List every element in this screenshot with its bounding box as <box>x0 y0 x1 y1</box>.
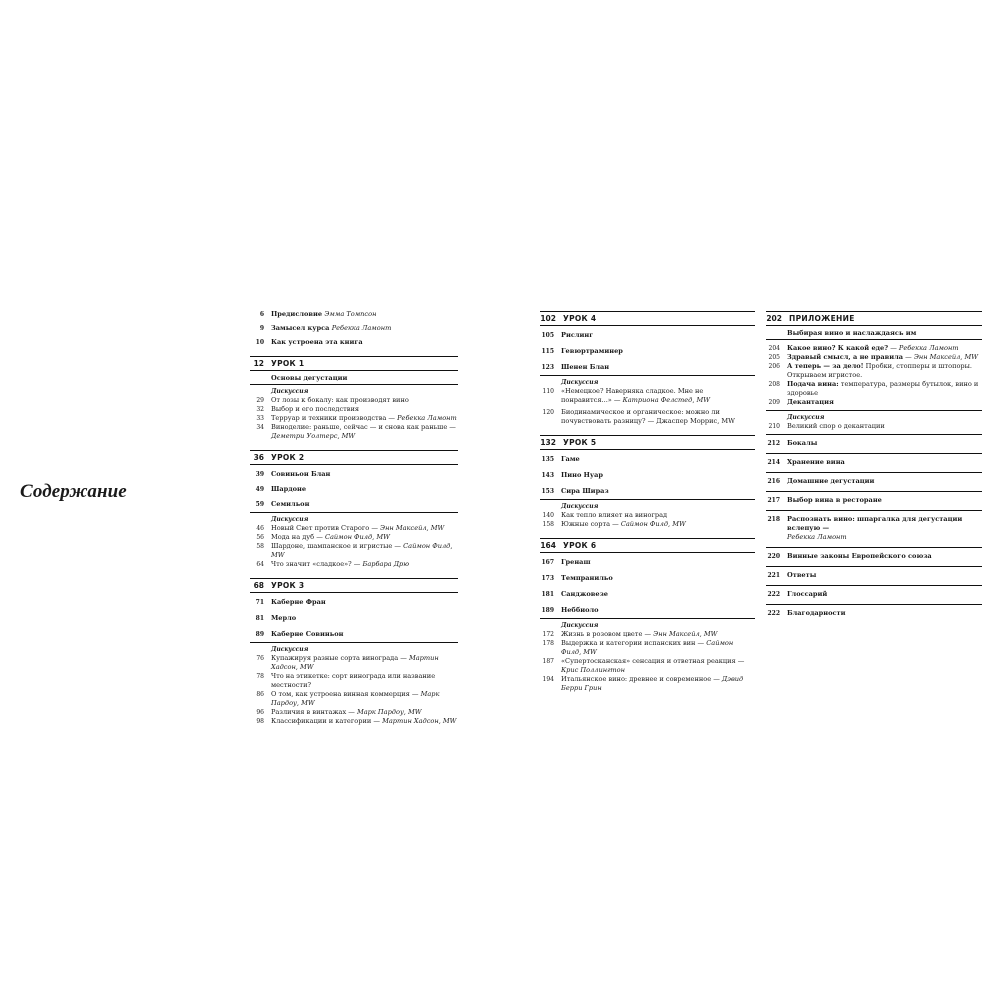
toc-entry[interactable] <box>766 380 982 398</box>
entry-author: Мартин Хадсон, MW <box>382 717 457 725</box>
entry-text: Выбор и его последствия <box>271 405 360 413</box>
toc-entry[interactable] <box>540 606 755 615</box>
entry-text: Как тепло влияет на виноград <box>561 511 668 519</box>
page-number: 81 <box>255 615 264 622</box>
page-number: 210 <box>768 423 780 430</box>
page-number: 46 <box>256 525 264 532</box>
entry-title: Замысел курса <box>271 324 330 332</box>
toc-entry[interactable] <box>766 609 982 618</box>
entry-text: «Немецкое? Наверняка сладкое. Мне не понравится...» — <box>561 387 704 404</box>
lesson-title: УРОК 2 <box>271 453 305 462</box>
page-number: 187 <box>542 658 554 665</box>
lesson-title: УРОК 6 <box>563 541 597 550</box>
entry-title: Неббиоло <box>561 606 599 614</box>
page-number: 78 <box>256 673 264 680</box>
entry-author: Энн Максейл, MW <box>653 630 718 638</box>
entry-author: Катриона Фелстед, MW <box>622 396 711 404</box>
entry-author: Барбара Дрю <box>362 560 410 568</box>
page-number: 115 <box>541 348 554 355</box>
entry-title: Каберне Совиньон <box>271 630 344 638</box>
entry-text: Что значит «сладкое»? — <box>271 560 363 568</box>
page-number: 86 <box>256 691 264 698</box>
lesson-title: УРОК 3 <box>271 581 305 590</box>
lesson-header-1[interactable] <box>250 356 458 371</box>
discussion-entry[interactable] <box>766 422 982 431</box>
page-number: 209 <box>768 399 780 406</box>
discussion-label: Дискуссия <box>766 410 982 422</box>
page-number: 222 <box>767 591 780 598</box>
page-number: 132 <box>540 438 556 447</box>
page-number: 64 <box>256 561 264 568</box>
page-number: 189 <box>541 607 554 614</box>
toc-entry[interactable] <box>250 310 458 319</box>
discussion-entry[interactable] <box>540 630 755 639</box>
discussion-label: Дискуссия <box>540 375 755 387</box>
page-number: 135 <box>541 456 554 463</box>
entry-text: — <box>888 344 899 352</box>
toc-entry[interactable] <box>766 571 982 580</box>
discussion-entry[interactable] <box>540 639 755 657</box>
toc-entry[interactable] <box>766 353 982 362</box>
entry-text: Жизнь в розовом цвете — <box>561 630 654 638</box>
page-number: 6 <box>259 311 264 318</box>
page-number: 173 <box>541 575 554 582</box>
discussion-entry[interactable] <box>250 672 458 690</box>
page-number: 178 <box>542 640 554 647</box>
page-number: 29 <box>256 397 264 404</box>
lesson-header-3[interactable] <box>250 578 458 593</box>
toc-entry[interactable] <box>250 324 458 333</box>
toc-entry[interactable] <box>766 590 982 599</box>
page-number: 76 <box>256 655 264 662</box>
entry-title: Шардоне <box>271 485 307 493</box>
page-number: 36 <box>253 453 264 462</box>
entry-text: О том, как устроена винная коммерция — <box>271 690 421 698</box>
entry-text: Южные сорта — <box>561 520 621 528</box>
page-number: 49 <box>255 486 264 493</box>
toc-entry[interactable] <box>540 363 755 372</box>
entry-title: Гевюртраминер <box>561 347 623 355</box>
entry-title: Гренаш <box>561 558 591 566</box>
page-number: 181 <box>541 591 554 598</box>
entry-author: Саймон Филд, MW <box>561 639 734 656</box>
toc-entry[interactable] <box>250 614 458 623</box>
discussion-label: Дискуссия <box>250 642 458 654</box>
page-title: Содержание <box>20 481 127 502</box>
page-number: 204 <box>768 345 780 352</box>
page-number: 143 <box>541 472 554 479</box>
entry-text: Великий спор о декантации <box>787 422 885 430</box>
entry-author: Саймон Филд, MW <box>271 542 453 559</box>
discussion-entry[interactable] <box>250 414 458 423</box>
discussion-entry[interactable] <box>250 524 458 533</box>
page-number: 172 <box>542 631 554 638</box>
entry-author: Ребекка Ламонт <box>331 324 392 332</box>
entry-title: Какое вино? К какой еде? <box>787 344 889 352</box>
page-number: 221 <box>767 572 780 579</box>
entry-title: Как устроена эта книга <box>271 338 363 346</box>
page-number: 140 <box>542 512 554 519</box>
discussion-label: Дискуссия <box>250 512 458 524</box>
discussion-entry[interactable] <box>540 675 755 693</box>
entry-author: Энн Максейл, MW <box>913 353 979 361</box>
toc-entry[interactable] <box>250 598 458 607</box>
discussion-entry[interactable] <box>250 542 458 560</box>
entry-title: Ответы <box>787 571 817 579</box>
entry-text: Что на этикетке: сорт винограда или название местности? <box>271 672 436 689</box>
page-number: 158 <box>542 521 554 528</box>
entry-author: Саймон Филд, MW <box>620 520 686 528</box>
page-number: 33 <box>256 415 264 422</box>
page-number: 222 <box>767 610 780 617</box>
page-number: 39 <box>255 471 264 478</box>
entry-title: Распознать вино: шпаргалка для дегустации вслепую — <box>787 515 963 532</box>
entry-text: От лозы к бокалу: как производят вино <box>271 396 409 404</box>
toc-entry[interactable] <box>766 362 982 380</box>
discussion-label: Дискуссия <box>540 499 755 511</box>
entry-author: Саймон Филд, MW <box>324 533 390 541</box>
page-number: 32 <box>256 406 264 413</box>
discussion-entry[interactable] <box>250 423 458 441</box>
entry-text: Мода на дуб — <box>271 533 325 541</box>
lesson-title: УРОК 4 <box>563 314 597 323</box>
entry-title: Мерло <box>271 614 297 622</box>
toc-entry[interactable] <box>540 558 755 567</box>
entry-title: Сира Шираз <box>561 487 609 495</box>
entry-text: Классификации и категории — <box>271 717 383 725</box>
entry-title: Глоссарий <box>787 590 828 598</box>
entry-text: — <box>903 353 914 361</box>
toc-entry[interactable] <box>766 344 982 353</box>
discussion-entry[interactable] <box>250 533 458 542</box>
entry-title: Санджовезе <box>561 590 608 598</box>
toc-entry[interactable] <box>766 458 982 467</box>
toc-entry[interactable] <box>766 515 982 542</box>
page-number: 68 <box>253 581 264 590</box>
entry-author: Ребекка Ламонт <box>397 414 457 422</box>
entry-author: Марк Пардоу, MW <box>356 708 422 716</box>
entry-author: Эмма Томпсон <box>324 310 377 318</box>
entry-text: Терруар и техники производства — <box>271 414 398 422</box>
entry-text: Купажируя разные сорта винограда — <box>271 654 409 662</box>
entry-text: Виноделие: раньше, сейчас — и снова как раньше — <box>271 423 456 431</box>
entry-title: А теперь — за дело! <box>787 362 864 370</box>
toc-entry[interactable] <box>540 471 755 480</box>
page-number: 59 <box>255 501 264 508</box>
toc-entry[interactable] <box>250 500 458 509</box>
lesson-header-5[interactable] <box>540 435 755 450</box>
entry-title: Каберне Фран <box>271 598 326 606</box>
entry-author: Марк Пардоу, MW <box>271 690 440 707</box>
toc-entry[interactable] <box>540 455 755 464</box>
discussion-entry[interactable] <box>250 708 458 717</box>
entry-author: Деметри Уолтерс, MW <box>271 432 356 440</box>
entry-author: Мартин Хадсон, MW <box>271 654 439 671</box>
discussion-entry[interactable] <box>540 408 755 426</box>
entry-title: Семильон <box>271 500 310 508</box>
entry-title: Пино Нуар <box>561 471 603 479</box>
discussion-entry[interactable] <box>540 657 755 675</box>
discussion-entry[interactable] <box>250 405 458 414</box>
discussion-entry[interactable] <box>250 654 458 672</box>
entry-text: «Супертосканская» сенсация и ответная реакция — <box>561 657 745 665</box>
lesson-title: УРОК 1 <box>271 359 305 368</box>
entry-title: Темпранильо <box>561 574 613 582</box>
entry-text: Пробки, стопперы и штопоры. Открываем игристое. <box>787 362 972 379</box>
toc-entry[interactable] <box>766 552 982 561</box>
entry-title: Совиньон Блан <box>271 470 331 478</box>
entry-author: Ребекка Ламонт <box>787 533 847 541</box>
entry-title: Предисловие <box>271 310 323 318</box>
toc-entry[interactable] <box>250 485 458 494</box>
discussion-entry[interactable] <box>250 396 458 405</box>
lesson-header-6[interactable] <box>540 538 755 553</box>
page-number: 71 <box>255 599 264 606</box>
entry-text: Шардоне, шампанское и игристые — <box>271 542 404 550</box>
entry-title: Хранение вина <box>787 458 845 466</box>
toc-entry[interactable] <box>250 470 458 479</box>
toc-entry[interactable] <box>766 398 982 407</box>
page-number: 208 <box>768 381 780 388</box>
toc-column-3 <box>766 311 982 618</box>
page-number: 206 <box>768 363 780 370</box>
page-number: 220 <box>767 553 780 560</box>
toc-entry[interactable] <box>250 338 458 347</box>
toc-entry[interactable] <box>766 439 982 448</box>
entry-title: Домашние дегустации <box>787 477 875 485</box>
discussion-label: Дискуссия <box>540 618 755 630</box>
toc-entry[interactable] <box>766 477 982 486</box>
toc-entry[interactable] <box>766 496 982 505</box>
page-number: 164 <box>540 541 556 550</box>
entry-author: Ребекка Ламонт <box>898 344 959 352</box>
page-number: 10 <box>255 339 264 346</box>
entry-title: Рислинг <box>561 331 594 339</box>
section-subhead[interactable]: Выбирая вино и наслаждаясь им <box>766 329 982 340</box>
entry-title: Декантация <box>787 398 834 406</box>
page-number: 110 <box>542 388 554 395</box>
entry-title: Здравый смысл, а не правила <box>787 353 904 361</box>
entry-title: Выбор вина в ресторане <box>787 496 882 504</box>
entry-text: Выдержка и категории испанских вин — <box>561 639 707 647</box>
toc-column-1 <box>250 310 458 726</box>
entry-author: Крис Поллингтон <box>561 666 625 674</box>
page-number: 105 <box>541 332 554 339</box>
discussion-label: Дискуссия <box>271 388 309 395</box>
entry-text: температура, размеры бутылок, вино и здоровье <box>787 380 979 397</box>
page-number: 167 <box>541 559 554 566</box>
discussion-entry[interactable] <box>250 717 458 726</box>
page-number: 216 <box>767 478 780 485</box>
page-number: 58 <box>256 543 264 550</box>
entry-text: Различия в винтажах — <box>271 708 357 716</box>
page-number: 89 <box>255 631 264 638</box>
toc-entry[interactable] <box>540 347 755 356</box>
page-number: 120 <box>542 409 554 416</box>
discussion-entry[interactable] <box>250 690 458 708</box>
toc-entry[interactable] <box>540 590 755 599</box>
entry-author: Энн Максейл, MW <box>380 524 445 532</box>
entry-title: Благодарности <box>787 609 846 617</box>
toc-entry[interactable] <box>540 331 755 340</box>
entry-text: Итальянское вино: древнее и современное — <box>561 675 722 683</box>
page-number: 202 <box>766 314 782 323</box>
discussion-entry[interactable] <box>250 560 458 569</box>
page-number: 153 <box>541 488 554 495</box>
entry-title: Винные законы Европейского союза <box>787 552 932 560</box>
page-number: 56 <box>256 534 264 541</box>
page-number: 9 <box>259 325 264 332</box>
page-number: 218 <box>767 516 780 523</box>
lesson-header-2[interactable] <box>250 450 458 465</box>
page-number: 217 <box>767 497 780 504</box>
entry-title: Гаме <box>561 455 580 463</box>
appendix-title: ПРИЛОЖЕНИЕ <box>789 314 855 323</box>
discussion-entry[interactable] <box>540 387 755 405</box>
entry-title: Бокалы <box>787 439 818 447</box>
lesson-header-4[interactable] <box>540 311 755 326</box>
entry-title: Шенен Блан <box>561 363 610 371</box>
section-subhead[interactable]: Основы дегустации <box>250 374 458 385</box>
toc-entry[interactable] <box>540 487 755 496</box>
page-number: 212 <box>767 440 780 447</box>
entry-title: Подача вина: <box>787 380 839 388</box>
appendix-header[interactable] <box>766 311 982 326</box>
page-number: 194 <box>542 676 554 683</box>
entry-text: Новый Свет против Старого — <box>271 524 381 532</box>
discussion-entry[interactable] <box>540 511 755 520</box>
page-number: 96 <box>256 709 264 716</box>
page-number: 102 <box>540 314 556 323</box>
page-number: 98 <box>256 718 264 725</box>
page-number: 12 <box>253 359 264 368</box>
toc-column-2 <box>540 311 755 693</box>
page-number: 205 <box>768 354 780 361</box>
entry-text: Биодинамическое и органическое: можно ли почувствовать разницу? — Джаспер Моррис, MW <box>561 408 735 425</box>
page-number: 34 <box>256 424 264 431</box>
lesson-title: УРОК 5 <box>563 438 597 447</box>
toc-entry[interactable] <box>250 630 458 639</box>
entry-author: Дэвид Берри Грин <box>561 675 744 692</box>
discussion-entry[interactable] <box>540 520 755 529</box>
toc-entry[interactable] <box>540 574 755 583</box>
page-number: 123 <box>541 364 554 371</box>
page-number: 214 <box>767 459 780 466</box>
